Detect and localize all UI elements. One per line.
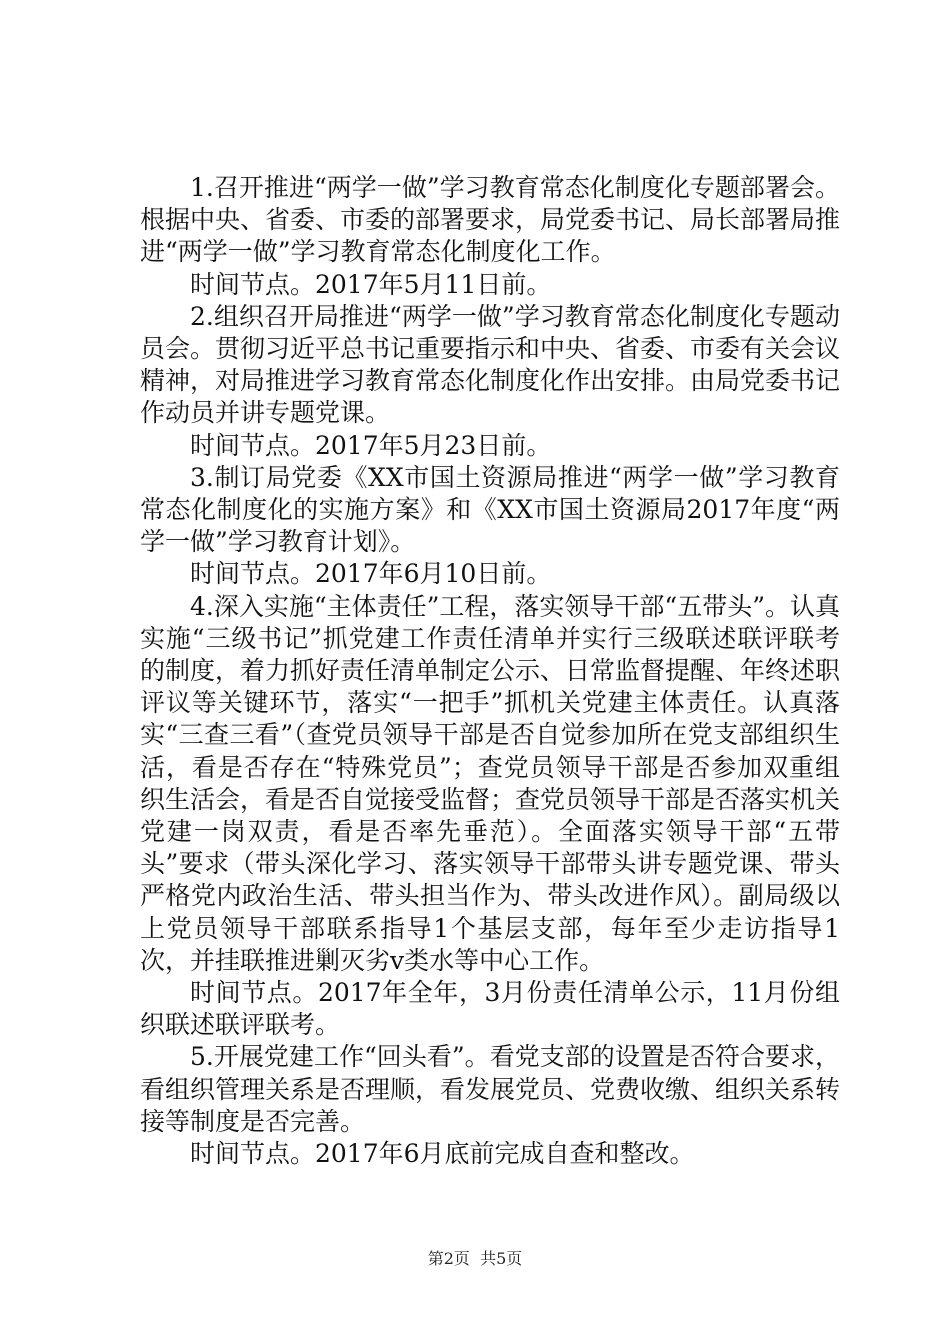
paragraph-item-2-deadline: 时间节点。2017年5月23日前。 bbox=[190, 430, 552, 460]
paragraph-item-5-heading: 5.开展党建工作“回头看”。看党支部的设置是否符合要求，看组织管理关系是否理顺，看发展党员、党费收缴、组织关系转接等制度是否完善。 bbox=[140, 1042, 841, 1136]
paragraph-item-4-heading: 4.深入实施“主体责任”工程，落实领导干部“五带头”。认真实施“三级书记”抓党建工作责任清单并实行三级联述联评联考的制度，着力抓好责任清单制定公示、日常监督提醒、年终述职评议等关键环节，落实“一把手”抓机关党建主体责任。认真落实“三查三看”（查党员领导干部是否自觉参加所在党支部组织生活，看是否存在“特殊党员”；查党员领导干部是否参加双重组织生活会，看是否自觉接受监督；查党员领导干部是否落实机关党建一岗双责，看是否率先垂范）。全面落实领导干部“五带头”要求（带头深化学习、落实领导干部带头讲专题党课、带头严格党内政治生活、带头担当作为、带头改进作风）。副局级以上党员领导干部联系指导1个基层支部，每年至少走访指导1次，并挂联推进剿灭劣v类水等中心工作。 bbox=[140, 591, 841, 975]
paragraph-item-1-heading: 1.召开推进“两学一做”学习教育常态化制度化专题部署会。根据中央、省委、市委的部署要求，局党委书记、局长部署局推进“两学一做”学习教育常态化制度化工作。 bbox=[140, 173, 841, 267]
paragraph-item-2-heading: 2.组织召开局推进“两学一做”学习教育常态化制度化专题动员会。贯彻习近平总书记重要指示和中央、省委、市委有关会议精神，对局推进学习教育常态化制度化作出安排。由局党委书记作动员并讲专题党课。 bbox=[140, 301, 841, 428]
paragraph-item-1-deadline: 时间节点。2017年5月11日前。 bbox=[190, 269, 552, 299]
paragraph-item-5-deadline: 时间节点。2017年6月底前完成自查和整改。 bbox=[190, 1139, 695, 1169]
paragraph-item-3-heading: 3.制订局党委《XX市国土资源局推进“两学一做”学习教育常态化制度化的实施方案》和《XX市国土资源局2017年度“两学一做”学习教育计划》。 bbox=[140, 462, 840, 557]
paragraph-item-4-deadline: 时间节点。2017年全年，3月份责任清单公示，11月份组织联述联评联考。 bbox=[140, 978, 840, 1040]
document-body bbox=[140, 172, 840, 1170]
paragraph-item-3-deadline: 时间节点。2017年6月10日前。 bbox=[190, 559, 552, 589]
page-number-footer: 第2页 共5页 bbox=[427, 1249, 523, 1268]
